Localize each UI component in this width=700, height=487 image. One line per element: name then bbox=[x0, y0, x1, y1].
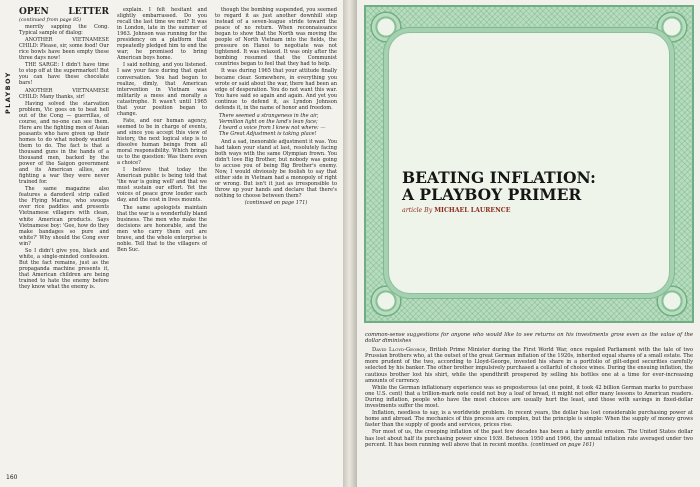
paragraph: Inflation, needless to say, is a worldwide problem. In recent years, the dollar has lost considerable purchasing power at home and abroad. The mechanics of this process are complex, but the principle is simple: When the supply of money grows faster than the supply of goods and services, prices rise. bbox=[365, 410, 693, 429]
paragraph: THE SARGE: I didn't have time to stop off at the supermarket! But you can have these chocolate bars! bbox=[19, 62, 109, 87]
page-gutter bbox=[343, 0, 357, 487]
paragraph: So I didn't give you, black and white, a single-minded confession. But the fact remains, just as the propaganda machine presents it, that American children are being trained to hate the enemy before they know what the enemy is. bbox=[19, 247, 109, 291]
magazine-side-label: PLAYBOY bbox=[4, 71, 12, 114]
article-body bbox=[365, 332, 693, 449]
paragraph: I believe that today the American public is being told that 'the war is going well' and that we must sustain our effort. Yet the voices of peace grow louder each day, and the cost in lives mounts. bbox=[117, 167, 207, 204]
left-column-1 bbox=[19, 7, 109, 481]
paragraph: though the bombing suspended, you seemed to regard it as just another downhill step instead of a seven-league stride toward the peace of no return. When reconnaissance began to show that the North was moving the people of North Vietnam into the fields, the pressure on Hanoi to negotiate was not tightened. It was relaxed. It was only after the bombing resumed that the Communist countries began to feel that they had to help. bbox=[215, 7, 337, 68]
paragraph bbox=[365, 429, 693, 447]
poem-line: The Great Adjustment is taking place! bbox=[219, 130, 317, 137]
paragraph-text: For most of us, the creeping inflation of the past few decades has been a fairly gentle erosion. The United States dollar has lost about half its purchasing power since 1939. Between 1950 and 1966, the annual inflation rate averaged under two percent. It has been running well above that in recent months. bbox=[365, 429, 693, 448]
paragraph: Having solved the starvation problem, Vic goes on to beat hell out of the Cong — guerrillas, of course, and no-one can see them. Here are the fighting men of Asian peasants who have given up their homes to do what nobody wanted them to do. The fact is that a thousand guns in the hands of a thousand men, backed by the power of the Saigon government and its American allies, are fighting a war they were never trained for. bbox=[19, 100, 109, 186]
poem-quote bbox=[215, 113, 337, 137]
paragraph: ANOTHER VIETNAMESE CHILD: Many thanks, sir! bbox=[19, 87, 109, 100]
paragraph bbox=[365, 347, 693, 384]
paragraph: While the German inflationary experience was so preposterous (at one point, it took 42 billion German marks to purchase one U.S. cent) that a trillion-mark note could not buy a loaf of bread, it might not offer many lessons to American readers. During inflation, people who have the most choices are usually hurt the least, and those with savings in fixed-dollar investments suffer the most. bbox=[365, 384, 693, 410]
article-title-line2: A PLAYBOY PRIMER bbox=[402, 185, 582, 204]
paragraph: Fate, and our human agency, seemed to be in charge of events, and since you accept this view of history, the next logical step is to dissolve human beings from all moral responsibility. Which brings us to the question: Was there even a choice? bbox=[117, 117, 207, 167]
right-page bbox=[357, 0, 700, 487]
heading-continued: (continued from page 85) bbox=[19, 18, 81, 23]
left-column-2 bbox=[117, 7, 207, 481]
poem-line: Vermilion light on the land's lean face; bbox=[219, 118, 318, 125]
poem-line: I heard a voice from I knew not where: — bbox=[219, 124, 326, 131]
paragraph: The same apologists maintain that the war is a wonderfully bland business. The men who make the decisions are honorable, and the men who carry them out are brave, and the whole enterprise is noble. Tell that to the villagers of Ben Suc. bbox=[117, 204, 207, 253]
paragraph: And a sad, inexorable adjustment it was. You had taken your stand at last, resolutely facing both ways with the same Olympian frown. You didn't love Big Brother, but nobody was going to accuse you of being Big Brother's enemy. Now, I would obviously be foolish to say that either side in Vietnam had a monopoly of right or wrong. But isn't it just as irresponsible to throw up your hands and declare that there's nothing to choose between them? bbox=[215, 138, 337, 200]
continued-note: (continued on page 171) bbox=[244, 200, 308, 207]
banknote-frame bbox=[364, 5, 694, 323]
article-title-block bbox=[402, 169, 672, 214]
byline-author: MICHAEL LAURENCE bbox=[434, 207, 511, 214]
byline-prefix: article By bbox=[402, 207, 433, 214]
left-page bbox=[0, 0, 343, 487]
heading-title: OPEN LETTER bbox=[19, 7, 109, 17]
article-intro: common-sense suggestions for anyone who would like to see returns on his investments grow even as the value of the dollar diminishes bbox=[365, 332, 693, 345]
paragraph: merrily sapping the Cong. Typical sample of dialog: bbox=[19, 24, 109, 37]
article-title-line1: BEATING INFLATION: bbox=[402, 168, 596, 187]
banknote-inner-panel bbox=[388, 32, 670, 294]
continued-note: (continued on page 161) bbox=[530, 441, 595, 448]
paragraph: explain. I felt hesitant and slightly embarrassed. Do you recall the last time we met? It was in London, late in the summer of 1963. Johnson was running for the presidency on a platform that repeatedly pledged him to end the war; he promised to bring American boys home. bbox=[117, 7, 207, 62]
article-byline bbox=[402, 207, 672, 214]
paragraph: ANOTHER VIETNAMESE CHILD: Please, sir, some food! Our rice bowls have been empty these three days now! bbox=[19, 37, 109, 62]
lead-caps: David Lloyd-George, bbox=[372, 347, 428, 354]
poem-line: There seemed a strangeness in the air, bbox=[219, 112, 319, 119]
page-number: 160 bbox=[6, 474, 18, 481]
paragraph: The same magazine also features a daredevil strip called the Flying Marine, who swoops over rice paddies and presents Vietnamese villagers with clean, white American products. Says Vietnamese boy: 'Gee, how do they make bandages so pure and white?' Why should the Cong ever win? bbox=[19, 186, 109, 247]
paragraph: I said nothing, and you listened. I saw your face during that quiet conversation. You had begun to realize, dimly, that American intervention in Vietnam was militarily a mess and morally a catastrophe. It wasn't until 1965 that your position began to change. bbox=[117, 62, 207, 117]
left-column-3 bbox=[215, 7, 337, 481]
paragraph: It was during 1965 that your attitude finally became clear. Somewhere, in everything you wrote or said about the war, there had been an edge of desperation. You do not want this war. You have said so again and again. And yet you continue to defend it, as Lyndon Johnson defends it, in the name of honor and freedom. bbox=[215, 68, 337, 111]
paragraph-text: British Prime Minister during the First World War, once regaled Parliament with the tale of two Prussian brothers who, at the outset of the great German inflation of the 1920s, inherited equal shares of a small estate. The more prudent of the two, according to Lloyd-George, invested his share in a portfolio of gilt-edged securities carefully selected by his banker. The other brother impulsively purchased a cellarful of choice wines. During the ensuing inflation, the cautious brother lost his shirt, while the spendthrift prospered by selling his bottles one at a time for ever-increasing amounts of currency. bbox=[365, 347, 693, 384]
open-letter-heading bbox=[19, 7, 109, 24]
